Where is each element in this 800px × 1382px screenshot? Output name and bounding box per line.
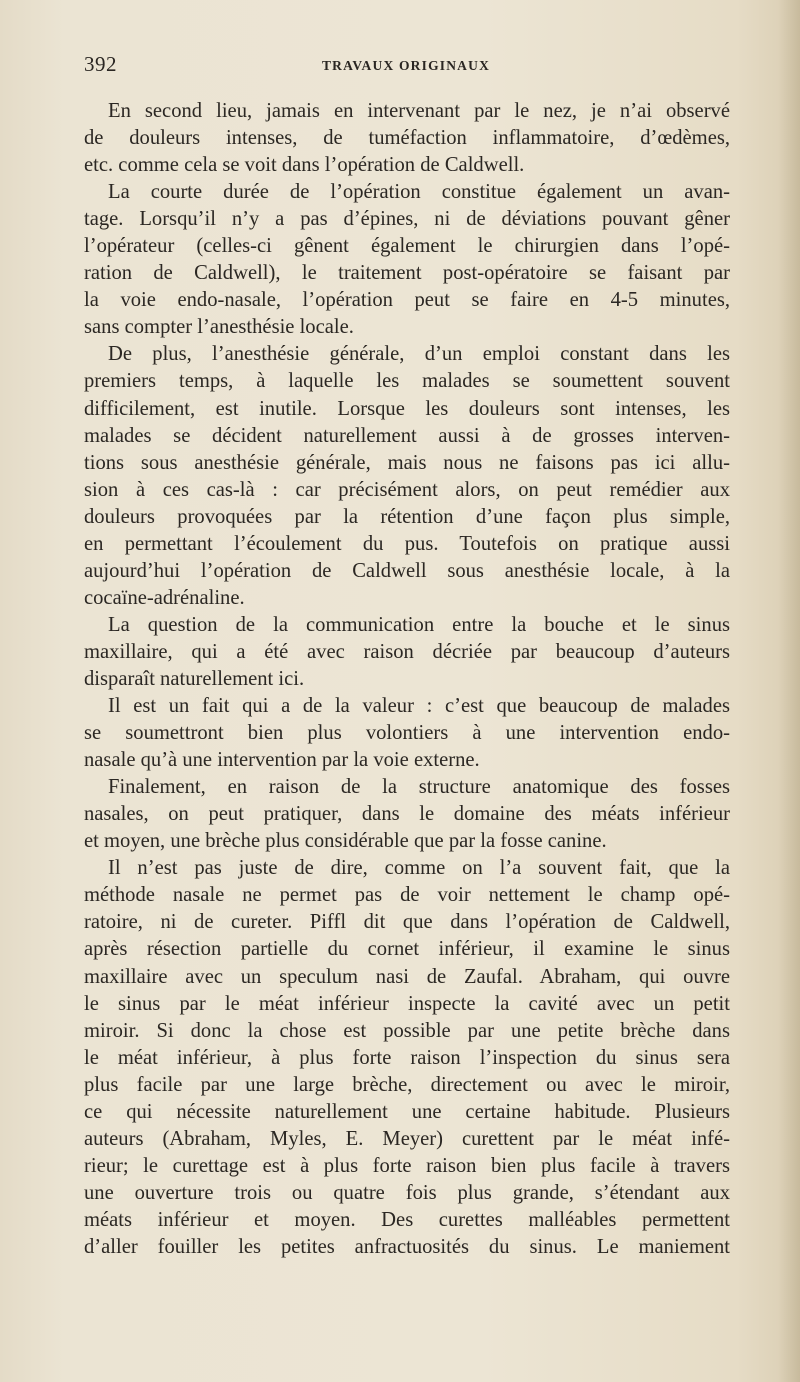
text-line: l’opérateur (celles-ci gênent également le chirurgien dans l’opé- — [84, 235, 730, 258]
text-line: nasale qu’à une intervention par la voie externe. — [84, 749, 480, 772]
text-line: la voie endo-nasale, l’opération peut se faire en 4-5 minutes, — [84, 289, 730, 312]
text-line: de douleurs intenses, de tuméfaction inflammatoire, d’œdèmes, — [84, 127, 730, 150]
text-line: d’aller fouiller les petites anfractuosités du sinus. Le maniement — [84, 1235, 730, 1258]
text-line: disparaît naturellement ici. — [84, 667, 305, 690]
text-line: méats inférieur et moyen. Des curettes malléables permettent — [84, 1208, 730, 1231]
text-line: En second lieu, jamais en intervenant par le nez, je n’ai observé — [108, 100, 730, 122]
text-line: maxillaire avec un speculum nasi de Zaufal. Abraham, qui ouvre — [84, 965, 730, 988]
text-line: tage. Lorsqu’il n’y a pas d’épines, ni de déviations pouvant gêner — [84, 208, 730, 231]
text-line: se soumettront bien plus volontiers à une intervention endo- — [84, 722, 730, 745]
text-line: premiers temps, à laquelle les malades se soumettent souvent — [84, 370, 730, 393]
text-line: en permettant l’écoulement du pus. Toutefois on pratique aussi — [84, 532, 730, 555]
text-line: plus facile par une large brèche, directement ou avec le miroir, — [84, 1073, 730, 1096]
text-line: sion à ces cas-là : car précisément alors, on peut remédier aux — [84, 478, 730, 501]
text-line: aujourd’hui l’opération de Caldwell sous anesthésie locale, à la — [84, 559, 730, 582]
text-line: malades se décident naturellement aussi à de grosses interven- — [84, 424, 730, 447]
text-line: maxillaire, qui a été avec raison décriée par beaucoup d’auteurs — [84, 640, 730, 663]
page-header — [84, 52, 728, 82]
text-line: le sinus par le méat inférieur inspecte la cavité avec un petit — [84, 992, 730, 1015]
text-line: etc. comme cela se voit dans l’opération de Caldwell. — [84, 154, 525, 177]
running-head: TRAVAUX ORIGINAUX — [321, 58, 491, 73]
text-line: méthode nasale ne permet pas de voir nettement le champ opé- — [84, 884, 730, 907]
text-line: nasales, on peut pratiquer, dans le domaine des méats inférieur — [84, 803, 730, 826]
text-line: tions sous anesthésie générale, mais nous ne faisons pas ici allu- — [84, 451, 730, 474]
text-line: La courte durée de l’opération constitue également un avan- — [108, 181, 730, 204]
text-line: douleurs provoquées par la rétention d’une façon plus simple, — [84, 505, 730, 528]
text-line: une ouverture trois ou quatre fois plus grande, s’étendant aux — [84, 1181, 730, 1204]
text-line: cocaïne-adrénaline. — [84, 586, 245, 609]
text-line: La question de la communication entre la bouche et le sinus — [108, 613, 730, 636]
text-line: le méat inférieur, à plus forte raison l’inspection du sinus sera — [84, 1046, 730, 1069]
page-edge-shadow — [778, 0, 800, 1382]
text-line: rieur; le curettage est à plus forte raison bien plus facile à travers — [84, 1154, 730, 1177]
text-line: et moyen, une brèche plus considérable que par la fosse canine. — [84, 830, 607, 853]
text-line: De plus, l’anesthésie générale, d’un emploi constant dans les — [108, 343, 730, 366]
text-line: difficilement, est inutile. Lorsque les douleurs sont intenses, les — [84, 397, 730, 420]
page-number: 392 — [84, 52, 117, 76]
text-line: ratoire, ni de cureter. Piffl dit que dans l’opération de Caldwell, — [84, 911, 730, 934]
text-line: ce qui nécessite naturellement une certaine habitude. Plusieurs — [84, 1100, 730, 1123]
text-line: Finalement, en raison de la structure anatomique des fosses — [108, 776, 730, 799]
text-line: sans compter l’anesthésie locale. — [84, 316, 354, 339]
text-line: après résection partielle du cornet inférieur, il examine le sinus — [84, 938, 730, 961]
text-line: Il n’est pas juste de dire, comme on l’a souvent fait, que la — [108, 857, 730, 880]
text-line: ration de Caldwell), le traitement post-opératoire se faisant par — [84, 262, 730, 285]
text-line: miroir. Si donc la chose est possible par une petite brèche dans — [84, 1019, 730, 1042]
body-text — [84, 98, 730, 1261]
text-line: auteurs (Abraham, Myles, E. Meyer) curettent par le méat infé- — [84, 1127, 730, 1150]
text-line: Il est un fait qui a de la valeur : c’est que beaucoup de malades — [108, 695, 730, 718]
